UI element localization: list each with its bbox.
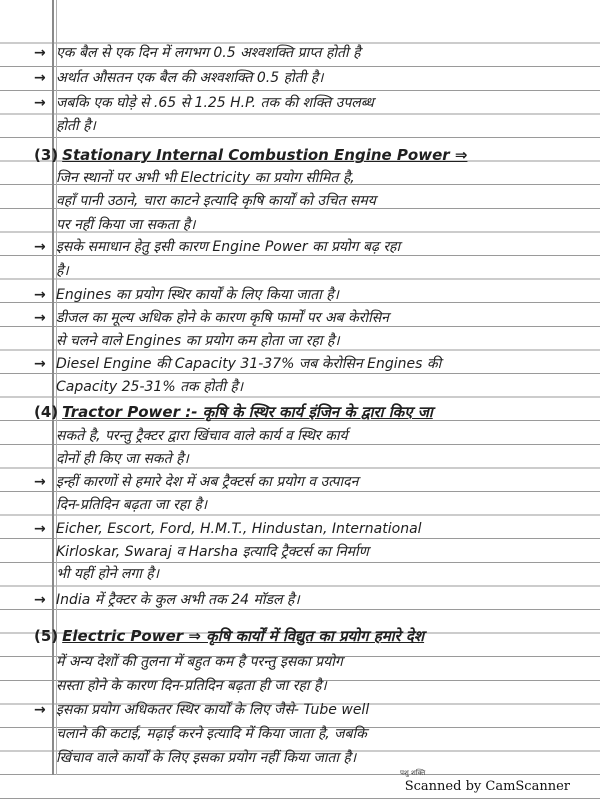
note-line (34, 353, 594, 375)
note-text: सस्ता होने के कारण दिन-प्रतिदिन बढ़ता ही जा रहा है। (56, 678, 327, 694)
note-line (34, 448, 594, 470)
note-line (34, 518, 594, 540)
note-line (34, 236, 594, 258)
note-line (34, 115, 594, 137)
note-line (34, 747, 594, 769)
note-text: भी यहीं होने लगा है। (56, 566, 160, 582)
note-line (34, 425, 594, 447)
note-text: डीजल का मूल्य अधिक होने के कारण कृषि फार्मों पर अब केरोसिन (56, 310, 389, 326)
note-line (34, 92, 594, 114)
note-line (34, 67, 594, 89)
note-line (34, 723, 594, 745)
arrow-bullet-icon: → (34, 474, 46, 490)
note-line (34, 284, 594, 306)
note-line (34, 651, 594, 673)
note-line (34, 675, 594, 697)
scanner-watermark: Scanned by CamScanner (404, 779, 570, 794)
section-number: (4) (34, 403, 59, 421)
note-text: खिंचाव वाले कार्यों के लिए इसका प्रयोग नहीं किया जाता है। (56, 750, 357, 766)
note-text: से चलने वाले Engines का प्रयोग कम होता जा रहा है। (56, 333, 340, 349)
note-line (34, 563, 594, 585)
note-text: चलाने की कटाई, मढ़ाई करने इत्यादि में किया जाता है, जबकि (56, 726, 367, 742)
note-line (34, 260, 594, 282)
note-text: Kirloskar, Swaraj व Harsha इत्यादि ट्रैक्टर्स का निर्माण (56, 544, 369, 560)
section-heading (34, 625, 594, 647)
section-title: Electric Power ⇒ कृषि कार्यों में विद्युत का प्रयोग हमारे देश (62, 627, 425, 645)
note-text: अर्थात औसतन एक बैल की अश्वशक्ति 0.5 होती है। (56, 70, 324, 86)
note-text: Engines का प्रयोग स्थिर कार्यों के लिए किया जाता है। (56, 287, 339, 303)
note-line (34, 167, 594, 189)
note-text: दोनों ही किए जा सकते है। (56, 451, 189, 467)
note-text: दिन-प्रतिदिन बढ़ता जा रहा है। (56, 497, 208, 513)
note-text: पर नहीं किया जा सकता है। (56, 217, 196, 233)
arrow-bullet-icon: → (34, 702, 46, 718)
note-text: इसके समाधान हेतु इसी कारण Engine Power का प्रयोग बढ़ रहा (56, 239, 401, 255)
note-text: है। (56, 263, 69, 279)
arrow-bullet-icon: → (34, 70, 46, 86)
arrow-bullet-icon: → (34, 239, 46, 255)
note-text: India में ट्रैक्टर के कुल अभी तक 24 मॉडल है। (56, 592, 300, 608)
section-heading (34, 401, 594, 423)
note-text: Capacity 25-31% तक होती है। (56, 379, 244, 395)
tiny-scribble: पशु शक्ति (400, 769, 426, 777)
note-text: में अन्य देशों की तुलना में बहुत कम है परन्तु इसका प्रयोग (56, 654, 343, 670)
section-title: Tractor Power :- कृषि के स्थिर कार्य इंजिन के द्वारा किए जा (62, 403, 433, 421)
note-text: इसका प्रयोग अधिकतर स्थिर कार्यों के लिए जैसे- Tube well (56, 702, 370, 718)
note-text: Eicher, Escort, Ford, H.M.T., Hindustan, International (56, 521, 422, 537)
arrow-bullet-icon: → (34, 287, 46, 303)
note-line (34, 589, 594, 611)
note-line (34, 494, 594, 516)
note-line (34, 214, 594, 236)
note-text: वहाँ पानी उठाने, चारा काटने इत्यादि कृषि कार्यों को उचित समय (56, 193, 376, 209)
section-title: Stationary Internal Combustion Engine Power ⇒ (62, 146, 468, 164)
note-text: एक बैल से एक दिन में लगभग 0.5 अश्वशक्ति प्राप्त होती है (56, 45, 361, 61)
note-text: सकते है, परन्तु ट्रैक्टर द्वारा खिंचाव वाले कार्य व स्थिर कार्य (56, 428, 348, 444)
note-text: होती है। (56, 118, 96, 134)
arrow-bullet-icon: → (34, 521, 46, 537)
note-line (34, 330, 594, 352)
note-line (34, 307, 594, 329)
note-line (34, 541, 594, 563)
note-line (34, 190, 594, 212)
note-line (34, 699, 594, 721)
note-line (34, 42, 594, 64)
arrow-bullet-icon: → (34, 356, 46, 372)
arrow-bullet-icon: → (34, 310, 46, 326)
note-line (34, 471, 594, 493)
note-text: Diesel Engine की Capacity 31-37% जब केरोसिन Engines की (56, 356, 442, 372)
note-text: जिन स्थानों पर अभी भी Electricity का प्रयोग सीमित है, (56, 170, 355, 186)
note-line (34, 376, 594, 398)
note-text: इन्हीं कारणों से हमारे देश में अब ट्रैक्टर्स का प्रयोग व उत्पादन (56, 474, 359, 490)
note-text: जबकि एक घोड़े से .65 से 1.25 H.P. तक की शक्ति उपलब्ध (56, 95, 374, 111)
section-number: (3) (34, 146, 59, 164)
arrow-bullet-icon: → (34, 592, 46, 608)
section-heading (34, 144, 594, 166)
arrow-bullet-icon: → (34, 45, 46, 61)
section-number: (5) (34, 627, 59, 645)
arrow-bullet-icon: → (34, 95, 46, 111)
